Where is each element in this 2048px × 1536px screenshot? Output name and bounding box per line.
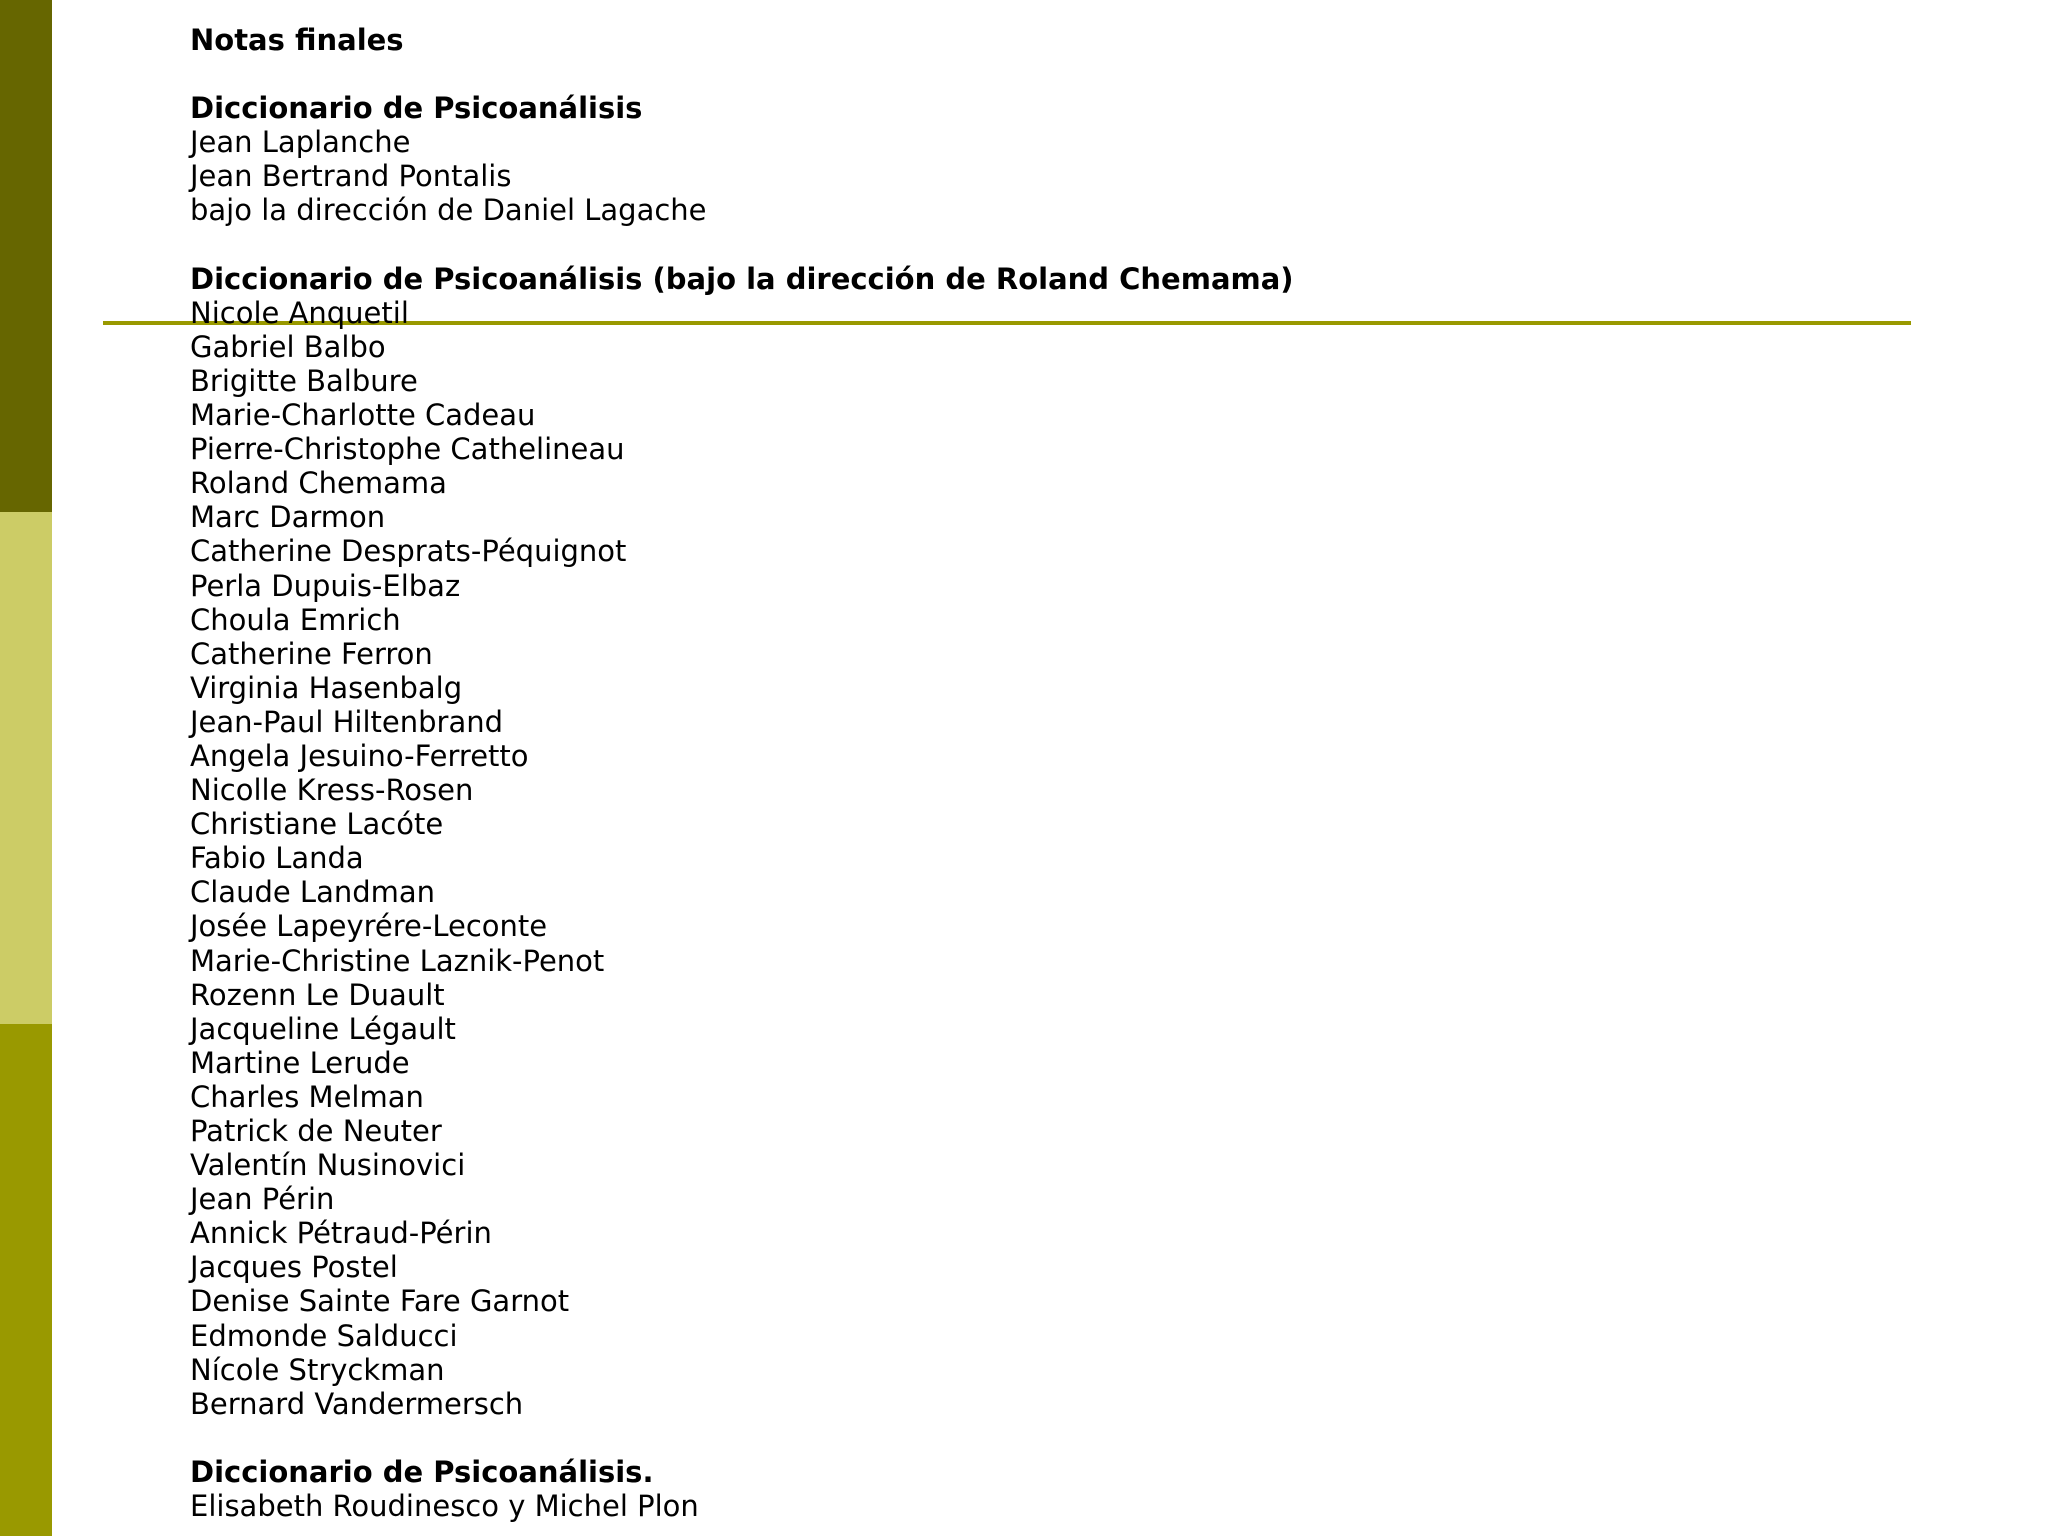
author-line: Angela Jesuino-Ferretto [190, 738, 529, 773]
author-line: Annick Pétraud-Périn [190, 1216, 492, 1251]
author-line: Martine Lerude [190, 1045, 410, 1080]
author-line: Bernard Vandermersch [190, 1386, 524, 1421]
sidebar-band-bottom [0, 1024, 52, 1536]
slide-content [190, 23, 1950, 1523]
author-line: Jean Laplanche [190, 125, 411, 160]
section [190, 262, 1950, 1421]
author-line: Marc Darmon [190, 500, 386, 535]
author-line: Jean-Paul Hiltenbrand [190, 704, 504, 739]
author-line: bajo la dirección de Daniel Lagache [190, 193, 707, 228]
author-line: Charles Melman [190, 1079, 424, 1114]
section-heading: Diccionario de Psicoanálisis (bajo la dirección de Roland Chemama) [190, 261, 1294, 296]
author-line: Josée Lapeyrére-Leconte [190, 909, 548, 944]
author-line: Jean Bertrand Pontalis [190, 159, 512, 194]
author-line: Jacqueline Légault [190, 1011, 456, 1046]
author-line: Edmonde Salducci [190, 1318, 458, 1353]
author-line: Jean Périn [190, 1182, 335, 1217]
author-line: Rozenn Le Duault [190, 977, 445, 1012]
section-heading: Diccionario de Psicoanálisis [190, 91, 643, 126]
author-line: Choula Emrich [190, 602, 401, 637]
spacer [190, 228, 1950, 262]
sidebar-band-top [0, 0, 52, 512]
author-line: Fabio Landa [190, 841, 364, 876]
author-line: Nícole Stryckman [190, 1352, 445, 1387]
author-line: Valentín Nusinovici [190, 1148, 466, 1183]
section [190, 1455, 1950, 1523]
author-line: Nicole Anquetil [190, 295, 409, 330]
author-line: Catherine Ferron [190, 636, 433, 671]
section [190, 91, 1950, 227]
decorative-sidebar [0, 0, 52, 1536]
author-line: Perla Dupuis-Elbaz [190, 568, 461, 603]
author-line: Nicolle Kress-Rosen [190, 773, 474, 808]
author-line: Marie-Christine Laznik-Penot [190, 943, 605, 978]
spacer [190, 1421, 1950, 1455]
author-line: Catherine Desprats-Péquignot [190, 534, 627, 569]
author-line: Gabriel Balbo [190, 329, 386, 364]
author-line: Brigitte Balbure [190, 363, 418, 398]
author-line: Elisabeth Roudinesco y Michel Plon [190, 1489, 699, 1524]
author-line: Virginia Hasenbalg [190, 670, 463, 705]
author-line: Christiane Lacóte [190, 807, 444, 842]
author-line: Jacques Postel [190, 1250, 398, 1285]
author-line: Claude Landman [190, 875, 436, 910]
author-line: Marie-Charlotte Cadeau [190, 398, 536, 433]
author-line: Pierre-Christophe Cathelineau [190, 432, 625, 467]
author-line: Roland Chemama [190, 466, 447, 501]
page-title: Notas finales [190, 23, 404, 57]
section-heading: Diccionario de Psicoanálisis. [190, 1454, 654, 1489]
sidebar-band-middle [0, 512, 52, 1024]
author-line: Patrick de Neuter [190, 1114, 442, 1148]
author-line: Denise Sainte Fare Garnot [190, 1284, 570, 1319]
spacer [190, 57, 1950, 91]
